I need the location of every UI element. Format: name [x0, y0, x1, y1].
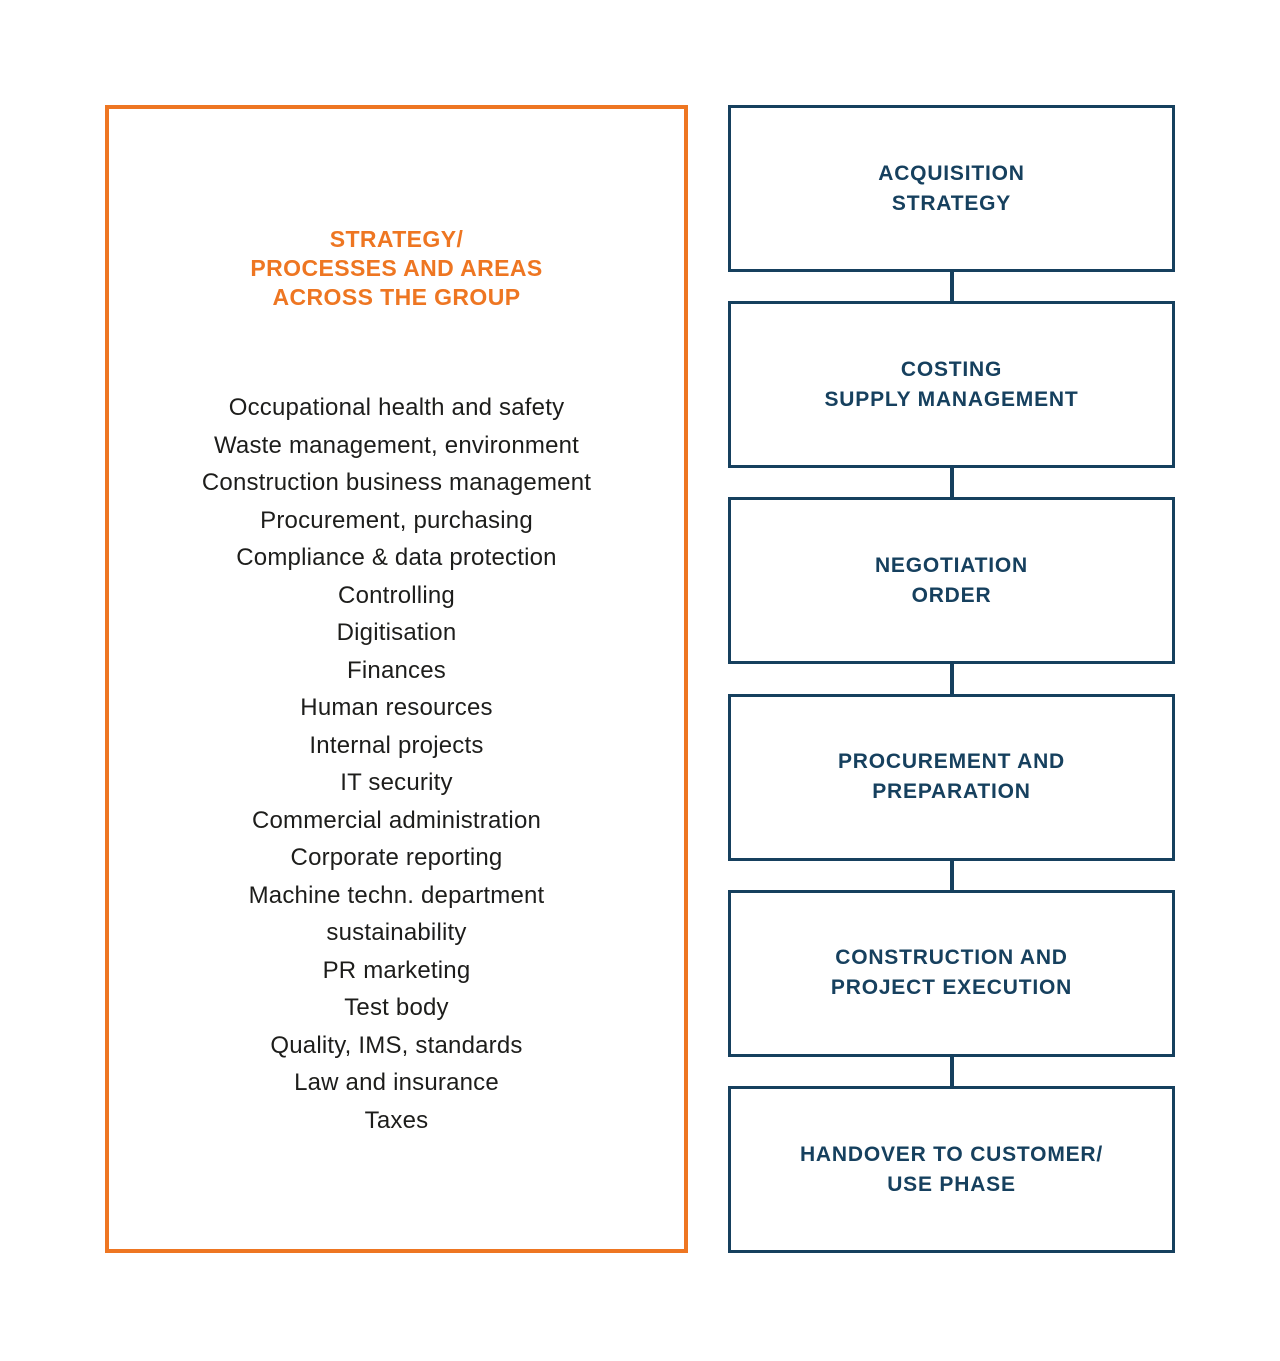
- flow-connector: [950, 861, 954, 890]
- strategy-list-item: Compliance & data protection: [236, 544, 557, 571]
- flow-box-label-line: USE PHASE: [887, 1172, 1016, 1196]
- strategy-list-item: IT security: [340, 769, 453, 796]
- strategy-title-line: ACROSS THE GROUP: [272, 284, 521, 310]
- strategy-list-item: Taxes: [364, 1106, 429, 1134]
- strategy-list-item: Machine techn. department: [248, 881, 545, 909]
- strategy-panel-title: [109, 225, 684, 312]
- flow-box-label-line: PROJECT EXECUTION: [830, 976, 1073, 1000]
- flow-box-costing-supply-management: [728, 301, 1175, 468]
- strategy-list: [109, 389, 684, 1139]
- strategy-list-item: Finances: [347, 656, 446, 684]
- strategy-list-item: Internal projects: [309, 731, 484, 759]
- strategy-list-item: Commercial administration: [251, 806, 542, 834]
- strategy-list-item: Procurement, purchasing: [260, 506, 533, 534]
- flow-box-label-line: COSTING: [900, 357, 1003, 381]
- strategy-title-line: PROCESSES AND AREAS: [250, 255, 543, 281]
- flow-connector: [950, 272, 954, 301]
- strategy-list-item: Construction business management: [201, 469, 592, 496]
- strategy-list-item: Controlling: [338, 581, 455, 609]
- strategy-list-item: Law and insurance: [294, 1069, 499, 1096]
- strategy-list-item: Waste management, environment: [213, 431, 580, 459]
- flow-box-label-line: ACQUISITION: [878, 161, 1025, 185]
- flow-box-label-line: STRATEGY: [891, 191, 1012, 215]
- strategy-list-item: Corporate reporting: [290, 844, 503, 871]
- flow-box-acquisition-strategy: [728, 105, 1175, 272]
- flow-box-negotiation-order: [728, 497, 1175, 664]
- strategy-list-item: sustainability: [326, 919, 467, 946]
- flow-box-procurement-and-preparation: [728, 694, 1175, 861]
- flow-box-label-line: SUPPLY MANAGEMENT: [824, 387, 1079, 411]
- flow-connector: [950, 1057, 954, 1086]
- flow-box-label-line: PREPARATION: [872, 780, 1031, 804]
- strategy-panel: [105, 105, 688, 1253]
- flow-box-label-line: ORDER: [911, 583, 992, 607]
- flow-box-label-line: CONSTRUCTION AND: [835, 946, 1068, 970]
- flow-box-construction-and-project-execution: [728, 890, 1175, 1057]
- flow-box-label-line: PROCUREMENT AND: [837, 750, 1066, 774]
- project-phase-flow: [728, 105, 1175, 1253]
- strategy-list-item: Occupational health and safety: [228, 394, 565, 421]
- flow-box-label-line: HANDOVER TO CUSTOMER/: [799, 1142, 1104, 1166]
- strategy-list-item: Digitisation: [336, 619, 457, 646]
- strategy-list-item: Quality, IMS, standards: [270, 1031, 523, 1059]
- strategy-list-item: Human resources: [300, 694, 493, 721]
- flow-box-handover-to-customer-use-phase: [728, 1086, 1175, 1253]
- flow-connector: [950, 664, 954, 693]
- flow-box-label-line: NEGOTIATION: [874, 553, 1029, 577]
- strategy-list-item: Test body: [344, 994, 449, 1021]
- strategy-title-line: STRATEGY/: [329, 226, 464, 252]
- strategy-list-item: PR marketing: [322, 956, 471, 984]
- flow-connector: [950, 468, 954, 497]
